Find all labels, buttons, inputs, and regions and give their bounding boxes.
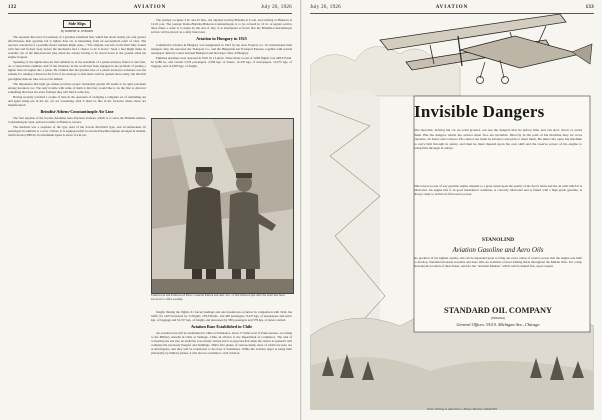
left-column-2-lower: [151, 310, 292, 406]
chile-paragraph: An aviation base will be established in Chile at Salamanca, about 17 miles west of Punta Arenas, according to the Military Attaché in Chile at Santiago, Chile, in advices to the Department of Commerce. The task of converting the site into an airdrome was already started and it is expected that when the station is opened it will complete the necessary hangars and buildings. Thirty-five planes of various kinds, most of which are new, are at Antofagasta, and they will be transferred to the base at Salamanca. While the aviation depot is being built principally by military planes, it will also be available to civil aviation.: [151, 331, 292, 356]
ad-brand: STANOLIND: [481, 237, 515, 243]
hungary-paragraph: Eighteen airplanes were operated in 1925 by 13 pilots. These made a total of 3,089 flights over 408,335 km. In 3,286 hr., and carried 3,353 passengers, 2,306 kgs. of letters, 12,478 kgs. of newspapers, 10,275 kgs. of baggage, and 114,995 kgs. of freight.: [151, 56, 292, 69]
brindisi-continued: The journey occupies 3 hr. and 45 min., the airplane leaving Brindisi at 9 a.m. and arriving at Phaleron at 12:45 p.m. The journey Rome-Brindisi-Phaleron-Constantinople is to be covered in 12 hr. A regular service three times a week is to begin by the end of July. It is anticipated to flown that the Brindisi-Constantinople service will be placed on a daily basis later.: [151, 18, 292, 35]
brindisi-paragraph: The machine was a seaplane of the type used of the Savoia Marchetti type, and accommodates 10 passengers in addition to a crew of three. It is equipped with two Isotta-Fraschini engines arranged in tandem, which develop 880 hp. Its maximum speed is about 114 m.p.h.: [8, 124, 146, 138]
ad-incorporated: (INDIANA): [491, 317, 505, 320]
officials-photo: [151, 118, 294, 294]
ad-body-2: This reserve power of any gasoline engine depends to a great extent upon the quality of the fuel it burns and the oil with which it is lubricated. An engine that is in good mechanical condition, is correctly lubricated and is fueled with a high grade gasoline, is always ready to deliver its full reserve power.: [414, 184, 582, 197]
left-journal-title: AVIATION: [133, 5, 167, 10]
left-column-1: [8, 18, 146, 404]
side-slips-paragraph: Having recently watched a couple of men in the operation of swinging a rampshot set of reminding out and again being put in the air, we are wondering what it must be like in the factories where those are manufactured.: [8, 94, 146, 107]
ad-body-1: The motorist, driving his car on solid ground, can see the dangers that lie before him, and can slow down or avoid them. But the dangers which the aviator must face are invisible. Directly in the path of his machine may be cross currents, air holes and vortices. He cannot see them in advance and plan to meet them. He must rely upon his machine to carry him through in safety, and then he must depend upon his own skill and the reserve power of his engine to bring him through in safety.: [414, 128, 582, 151]
side-slips-paragraph: Speaking of the lighter-than-air fuel reminds us of the statement of a patent-attorney friend of ours that, on a conservative estimate, half of the inventors in the world had been engaged in the problem of putting a lighter than air engine into a plane. He claimed that the greatest fuse of a patent attorney's existence was the scheme for running a thread in the fold of an envelope so that mail could be opened more easily, but that this gas-lighter-than-air idea was not far behind.: [8, 60, 146, 81]
right-page: [302, 0, 602, 420]
stanolind-advertisement: [310, 6, 594, 410]
brindisi-paragraph: The first airplane of the Societa Anonima Aero-Espresso Italiana, which is to serve the Brindisi-Athens-Constantinople route, arrived recently at Phaleron, Greece.: [8, 115, 146, 124]
left-page-number: 132: [8, 5, 17, 10]
right-page-number: 133: [585, 5, 594, 10]
side-slips-paragraph: The reported discovery in Germany of a gasoline substitute fuel, which has about twenty per cent greater effectiveness than gasoline but is lighter than air, is interesting from an aeronautical point of view. The reporter conceived of a possible future resident might enter—"The airplane was left on the field fully loaded with fuel and floated away before the mechanics had a chance to tie it down." Such a fuel might make an actuality out of the time-honored joke about the aviator having to be towed down to the ground when his engine stopped.: [8, 35, 146, 60]
photo-illustration: [152, 119, 293, 293]
side-slips-heading: Side Slips: [8, 20, 146, 28]
biplane-illustration: [310, 6, 594, 410]
left-date: July 26, 1926: [261, 5, 292, 10]
side-slips-byline: By ROBERT R. OSBORN: [60, 29, 94, 33]
side-slips-paragraph: The impression that light gas makes province proper fortunately greater lift seems to be quite prevalent among inventors too. The only trouble with some of them is that they would like to be the first to discover something that does not exist. Perhaps they will find it some day.: [8, 81, 146, 94]
right-journal-title: AVIATION: [435, 5, 469, 10]
ad-office-address: General Offices: 910 S. Michigan Ave., Chicago: [456, 322, 540, 327]
hungary-paragraph: Commercial aviation in Hungary was inaugurated in 1923 by the Aero Express Co. for international mail transport only, the Aeronaut Air Transport Co., and the Hungarian Air Transport Express, together with several newspaper delivery routes between Budapest and the larger cities of Hungary.: [151, 43, 292, 56]
right-date: July 26, 1926: [310, 5, 341, 10]
brindisi-heading: Brindisi-Athens-Constantinople Air Line: [40, 108, 114, 114]
ad-company: STANDARD OIL COMPANY: [443, 306, 553, 315]
left-column-2-upper: [151, 18, 292, 116]
hungary-heading: Aviation in Hungary in 1925: [196, 36, 247, 42]
left-header-rule: [8, 13, 292, 14]
hungary-continued: freight. During the flights, 61 forced landings and one breakdown occurred. In comparison with 1924, the traffic for 1925 increased by 15 flights, 138,336 km., and 400 passengers, 8,225 kgs. of newspapers and 4,641 kgs. of baggage and 52,727 kgs. of freight, and decreased by 580 passengers and 578 kgs. of letters carried.: [151, 310, 292, 323]
ad-products: Aviation Gasoline and Aero Oils: [452, 246, 544, 254]
photo-caption: Underwood and Underwood Photo. General Patrick and Asst. Sec. of War Davison just after the latter had been sworn in to office recently.: [151, 293, 285, 301]
ad-body-3: are products of the highest quality, and can be depended upon to bring out every ounce of reserve power that the engine was built to develop. Stanolind Aviation Gasoline and Aero Oils are available at most landing fields throughout the Middle West. For a map showing the location of these fields, send for the "Aviation Manual," which will be mailed free, upon request.: [414, 256, 582, 269]
page-footer: When Writing to Advertisers, Please Mention AVIATION: [426, 407, 498, 411]
ad-headline: Invisible Dangers: [414, 102, 545, 121]
chile-heading: Aviation Base Established in Chile: [190, 324, 253, 330]
